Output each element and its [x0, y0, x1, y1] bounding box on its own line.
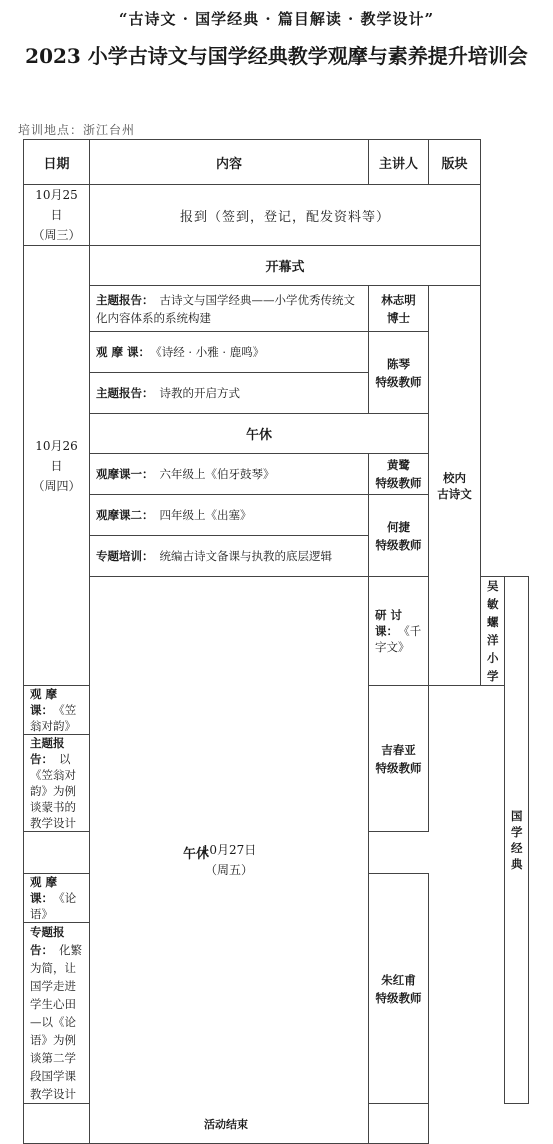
session-content — [90, 373, 369, 414]
session-type: 主题报告： — [30, 736, 65, 766]
weekday-label: （周三） — [32, 228, 81, 242]
session-content — [90, 495, 369, 536]
session-content — [24, 735, 90, 832]
speaker-title: 特级教师 — [375, 990, 422, 1005]
table-row — [24, 832, 529, 874]
block-label: 校内 — [443, 470, 466, 485]
session-topic: 《论语》 — [30, 891, 77, 921]
session-type: 观 摩 课： — [96, 345, 151, 359]
speaker-cell — [369, 686, 429, 832]
speaker-cell — [369, 286, 429, 332]
event-subtitle: “古诗文 · 国学经典 · 篇目解读 · 教学设计” — [118, 10, 435, 28]
header-date: 日期 — [24, 140, 90, 185]
speaker-title: 特级教师 — [375, 374, 422, 389]
lunch-break: 午休 — [24, 832, 369, 874]
speaker-title: 特级教师 — [375, 760, 422, 775]
block-label: 古诗文 — [437, 486, 472, 501]
date-label: 10月25日 — [35, 188, 78, 222]
speaker-cell — [369, 454, 429, 495]
lunch-break: 午休 — [90, 414, 429, 454]
table-row — [24, 286, 529, 332]
session-content — [369, 577, 429, 686]
session-topic: 统编古诗文备课与执教的底层逻辑 — [159, 549, 332, 563]
block-cell-classics: 国学经典 — [505, 577, 529, 1104]
speaker-name: 陈琴 — [387, 356, 410, 371]
speaker-cell — [369, 874, 429, 1104]
speaker-cell — [369, 495, 429, 577]
speaker-name: 吉春亚 — [381, 742, 416, 757]
session-type: 专题报告： — [30, 925, 65, 957]
speaker-name: 朱红甫 — [381, 972, 416, 987]
session-content — [24, 874, 90, 923]
date-cell-oct25 — [24, 185, 90, 246]
session-content — [90, 536, 369, 577]
session-type: 专题培训： — [96, 549, 154, 563]
speaker-title: 特级教师 — [375, 476, 422, 490]
table-row — [24, 246, 529, 286]
training-location: 培训地点：浙江台州 — [18, 123, 136, 137]
weekday-label: （周四） — [32, 478, 81, 493]
block-cell-campus — [429, 286, 481, 686]
session-type: 研 讨 课： — [375, 608, 403, 638]
session-topic: 《笠翁对韵》 — [30, 703, 77, 733]
registration-cell: 报到（签到，登记，配发资料等） — [90, 185, 481, 246]
table-row — [24, 185, 529, 246]
session-content — [24, 686, 90, 735]
session-type: 观 摩 课： — [30, 687, 58, 717]
speaker-title: 博士 — [387, 310, 410, 325]
speaker-title: 特级教师 — [375, 537, 422, 552]
session-topic: 化繁为简，让国学走进学生心田—以《论语》为例谈第二学段国学课教学设计 — [30, 943, 82, 1101]
opening-ceremony: 开幕式 — [90, 246, 481, 286]
header-content: 内容 — [90, 140, 369, 185]
session-type: 观 摩 课： — [30, 875, 58, 905]
weekday-label: （周五） — [204, 863, 253, 877]
session-topic: 诗教的开启方式 — [159, 386, 240, 400]
session-content — [90, 332, 369, 373]
speaker-name: 吴敏 — [487, 579, 499, 611]
session-topic: 古诗文与国学经典——小学优秀传统文化内容体系的系统构建 — [96, 292, 355, 325]
header-block: 版块 — [429, 140, 481, 185]
speaker-name: 黄鹭 — [387, 458, 410, 472]
speaker-title: 螺洋小学 — [487, 615, 499, 683]
table-row — [24, 1104, 529, 1144]
session-topic: 《千字文》 — [375, 624, 422, 654]
speaker-cell — [481, 577, 505, 686]
page-title: 2023 小学古诗文与国学经典教学观摩与素养提升培训会 — [25, 44, 528, 68]
schedule-table — [23, 139, 529, 1144]
header-speaker: 主讲人 — [369, 140, 429, 185]
session-topic: 四年级上《出塞》 — [159, 508, 252, 522]
session-content — [90, 286, 369, 332]
session-type: 观摩课一： — [96, 467, 154, 481]
date-cell-oct26 — [24, 246, 90, 686]
speaker-name: 林志明 — [381, 292, 416, 307]
date-label: 10月27日 — [201, 843, 257, 857]
session-topic: 《诗经 · 小雅 · 鹿鸣》 — [156, 345, 265, 359]
session-content — [90, 454, 369, 495]
session-type: 观摩课二： — [96, 508, 154, 522]
date-label: 10月26日 — [35, 438, 78, 473]
session-content — [24, 923, 90, 1104]
session-type: 主题报告： — [96, 292, 154, 307]
session-type: 主题报告： — [96, 386, 154, 400]
event-end: 活动结束 — [24, 1104, 429, 1144]
table-header-row — [24, 140, 529, 185]
session-topic: 以《笠翁对韵》为例谈蒙书的教学设计 — [30, 752, 76, 830]
session-topic: 六年级上《伯牙鼓琴》 — [159, 467, 275, 481]
speaker-name: 何捷 — [387, 519, 410, 534]
speaker-cell — [369, 332, 429, 414]
